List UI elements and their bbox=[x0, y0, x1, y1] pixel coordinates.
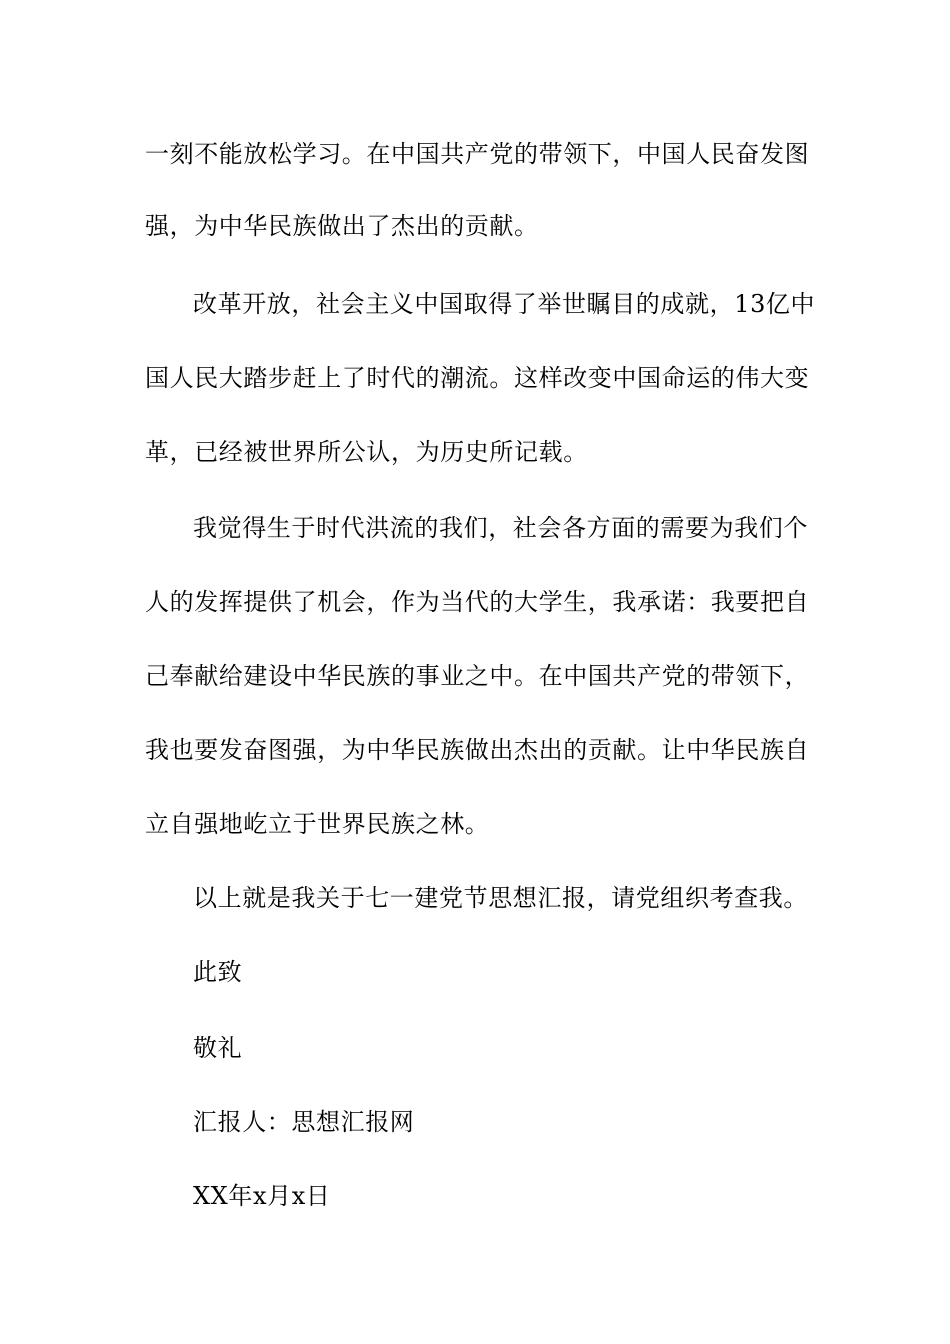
paragraph-line: 我也要发奋图强，为中华民族做出杰出的贡献。让中华民族自 bbox=[145, 736, 810, 764]
paragraph-line: 己奉献给建设中华民族的事业之中。在中国共产党的带领下， bbox=[145, 662, 810, 690]
paragraph-line: 革，已经被世界所公认，为历史所记载。 bbox=[145, 438, 588, 466]
salutation-line: 敬礼 bbox=[193, 1034, 243, 1062]
salutation-line: 此致 bbox=[193, 958, 243, 986]
paragraph-line: 以上就是我关于七一建党节思想汇报，请党组织考查我。 bbox=[193, 884, 808, 912]
reporter-signature: 汇报人：思想汇报网 bbox=[193, 1108, 415, 1136]
report-date: XX年x月x日 bbox=[193, 1182, 331, 1210]
paragraph-line: 国人民大踏步赶上了时代的潮流。这样改变中国命运的伟大变 bbox=[145, 364, 810, 392]
paragraph-line: 一刻不能放松学习。在中国共产党的带领下，中国人民奋发图 bbox=[145, 140, 810, 168]
paragraph-line: 立自强地屹立于世界民族之林。 bbox=[145, 810, 490, 838]
paragraph-line: 人的发挥提供了机会，作为当代的大学生，我承诺：我要把自 bbox=[145, 588, 810, 616]
paragraph-line: 我觉得生于时代洪流的我们，社会各方面的需要为我们个 bbox=[193, 514, 808, 542]
paragraph-line: 改革开放，社会主义中国取得了举世瞩目的成就，13亿中 bbox=[193, 290, 816, 318]
paragraph-line: 强，为中华民族做出了杰出的贡献。 bbox=[145, 212, 539, 240]
